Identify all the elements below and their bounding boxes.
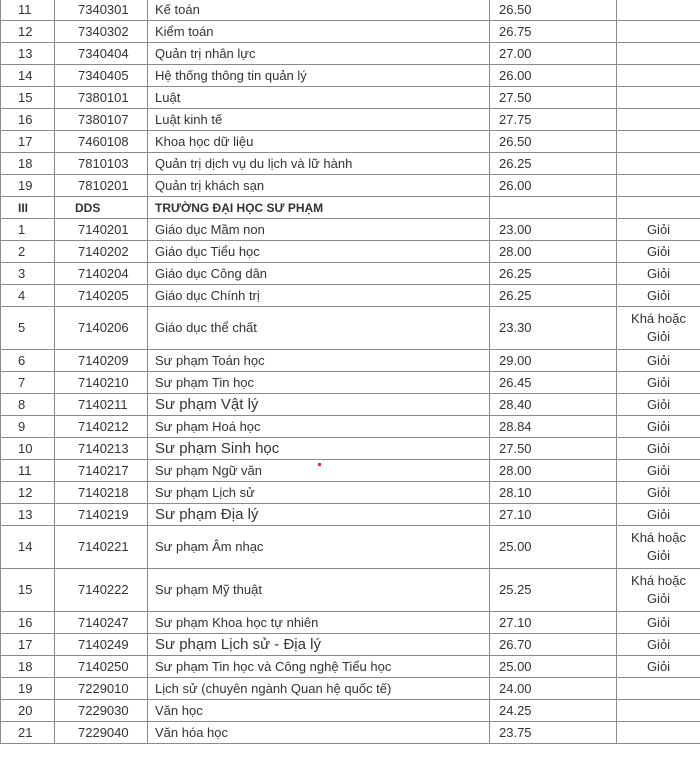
major-code-cell: 7140247 [55,612,148,634]
cutoff-score-cell: 27.10 [490,612,617,634]
academic-record-note-cell: Khá hoặc Giỏi [617,569,700,612]
academic-record-note-cell: Khá hoặc Giỏi [617,526,700,569]
major-name-cell: Văn học [148,700,490,722]
major-name-cell: Sư phạm Tin học và Công nghệ Tiểu học [148,656,490,678]
row-number-cell: 20 [1,700,55,722]
academic-record-note-cell [617,43,700,65]
major-code-cell: 7140250 [55,656,148,678]
cutoff-score-cell: 24.25 [490,700,617,722]
table-row [1,634,700,656]
major-code-cell: 7140209 [55,350,148,372]
cutoff-score-cell: 23.00 [490,219,617,241]
cutoff-score-cell: 23.30 [490,307,617,350]
table-row [1,482,700,504]
major-name-cell: Quản trị nhân lực [148,43,490,65]
row-number-cell: III [1,197,55,219]
cutoff-score-cell: 23.75 [490,722,617,744]
table-row [1,372,700,394]
major-name-cell: Sư phạm Hoá học [148,416,490,438]
cutoff-score-cell: 26.70 [490,634,617,656]
cutoff-score-cell: 26.25 [490,285,617,307]
major-name-cell: Sư phạm Âm nhạc [148,526,490,569]
academic-record-note-cell: Giỏi [617,394,700,416]
academic-record-note-cell [617,175,700,197]
major-name-cell: Quản trị dịch vụ du lịch và lữ hành [148,153,490,175]
academic-record-note-cell [617,131,700,153]
red-dot-mark [318,463,321,466]
academic-record-note-cell [617,700,700,722]
major-code-cell: 7140212 [55,416,148,438]
row-number-cell: 8 [1,394,55,416]
table-row [1,241,700,263]
row-number-cell: 15 [1,569,55,612]
row-number-cell: 18 [1,153,55,175]
academic-record-note-cell [617,65,700,87]
major-code-cell: 7140217 [55,460,148,482]
row-number-cell: 12 [1,482,55,504]
major-code-cell: 7140210 [55,372,148,394]
row-number-cell: 19 [1,678,55,700]
table-row [1,438,700,460]
major-code-cell: 7229030 [55,700,148,722]
major-name-cell: Sư phạm Ngữ văn [148,460,490,482]
table-row [1,263,700,285]
cutoff-score-cell: 26.50 [490,0,617,21]
major-code-cell: 7340302 [55,21,148,43]
row-number-cell: 16 [1,109,55,131]
table-body [1,0,700,744]
academic-record-note-cell [617,21,700,43]
row-number-cell: 13 [1,43,55,65]
table-row [1,65,700,87]
major-code-cell: 7140249 [55,634,148,656]
row-number-cell: 15 [1,87,55,109]
table-row [1,153,700,175]
table-row [1,700,700,722]
row-number-cell: 7 [1,372,55,394]
major-name-cell: Lịch sử (chuyên ngành Quan hệ quốc tế) [148,678,490,700]
major-code-cell: 7229010 [55,678,148,700]
major-name-cell: Luật [148,87,490,109]
cutoff-score-cell: 26.00 [490,65,617,87]
major-code-cell: 7140219 [55,504,148,526]
table-row [1,219,700,241]
academic-record-note-cell [617,109,700,131]
major-name-cell: TRƯỜNG ĐẠI HỌC SƯ PHẠM [148,197,490,219]
table-row [1,43,700,65]
major-name-cell: Hệ thống thông tin quản lý [148,65,490,87]
major-name-cell: Sư phạm Sinh học [148,438,490,460]
table-row [1,678,700,700]
row-number-cell: 17 [1,131,55,153]
academic-record-note-cell: Giỏi [617,656,700,678]
major-code-cell: 7229040 [55,722,148,744]
major-name-cell: Văn hóa học [148,722,490,744]
row-number-cell: 5 [1,307,55,350]
major-name-cell: Giáo dục Tiểu học [148,241,490,263]
row-number-cell: 9 [1,416,55,438]
major-code-cell: 7140204 [55,263,148,285]
academic-record-note-cell: Giỏi [617,241,700,263]
row-number-cell: 2 [1,241,55,263]
academic-record-note-cell [617,197,700,219]
cutoff-score-cell: 28.00 [490,460,617,482]
table-row [1,87,700,109]
cutoff-score-cell: 26.25 [490,263,617,285]
table-row [1,504,700,526]
major-code-cell: 7340404 [55,43,148,65]
cutoff-score-cell: 27.50 [490,438,617,460]
row-number-cell: 3 [1,263,55,285]
cutoff-score-cell: 25.25 [490,569,617,612]
academic-record-note-cell [617,0,700,21]
cutoff-score-cell: 26.25 [490,153,617,175]
academic-record-note-cell: Giỏi [617,612,700,634]
row-number-cell: 16 [1,612,55,634]
academic-record-note-cell: Giỏi [617,416,700,438]
academic-record-note-cell [617,153,700,175]
major-code-cell: 7140213 [55,438,148,460]
major-code-cell: 7380101 [55,87,148,109]
cutoff-score-cell: 25.00 [490,656,617,678]
major-name-cell: Khoa học dữ liệu [148,131,490,153]
row-number-cell: 13 [1,504,55,526]
major-code-cell: 7340301 [55,0,148,21]
academic-record-note-cell: Giỏi [617,372,700,394]
row-number-cell: 10 [1,438,55,460]
table-row [1,460,700,482]
academic-record-note-cell: Giỏi [617,263,700,285]
table-row [1,656,700,678]
table-row [1,131,700,153]
table-row [1,285,700,307]
major-name-cell: Sư phạm Lịch sử - Địa lý [148,634,490,656]
table-row [1,175,700,197]
major-name-cell: Sư phạm Địa lý [148,504,490,526]
table-row [1,526,700,569]
major-name-cell: Sư phạm Toán học [148,350,490,372]
section-header-row [1,197,700,219]
major-code-cell: 7140221 [55,526,148,569]
table-row [1,394,700,416]
table-row [1,612,700,634]
academic-record-note-cell: Giỏi [617,482,700,504]
cutoff-score-cell [490,197,617,219]
major-code-cell: 7140201 [55,219,148,241]
major-code-cell: 7140211 [55,394,148,416]
major-code-cell: 7460108 [55,131,148,153]
major-name-cell: Sư phạm Lịch sử [148,482,490,504]
row-number-cell: 11 [1,0,55,21]
table-row [1,307,700,350]
major-name-cell: Kiểm toán [148,21,490,43]
row-number-cell: 6 [1,350,55,372]
major-code-cell: 7140206 [55,307,148,350]
major-code-cell: 7140218 [55,482,148,504]
row-number-cell: 14 [1,65,55,87]
academic-record-note-cell: Khá hoặc Giỏi [617,307,700,350]
cutoff-score-cell: 27.75 [490,109,617,131]
major-code-cell: DDS [55,197,148,219]
major-code-cell: 7810103 [55,153,148,175]
major-code-cell: 7380107 [55,109,148,131]
major-name-cell: Sư phạm Mỹ thuật [148,569,490,612]
cutoff-score-cell: 27.00 [490,43,617,65]
major-name-cell: Sư phạm Vật lý [148,394,490,416]
cutoff-score-cell: 27.10 [490,504,617,526]
row-number-cell: 1 [1,219,55,241]
academic-record-note-cell: Giỏi [617,634,700,656]
row-number-cell: 21 [1,722,55,744]
table-row [1,722,700,744]
table-row [1,569,700,612]
academic-record-note-cell [617,87,700,109]
cutoff-score-cell: 28.40 [490,394,617,416]
major-code-cell: 7140202 [55,241,148,263]
major-name-cell: Sư phạm Khoa học tự nhiên [148,612,490,634]
academic-record-note-cell: Giỏi [617,219,700,241]
academic-record-note-cell: Giỏi [617,460,700,482]
row-number-cell: 19 [1,175,55,197]
cutoff-score-cell: 25.00 [490,526,617,569]
cutoff-score-cell: 26.50 [490,131,617,153]
major-code-cell: 7140205 [55,285,148,307]
row-number-cell: 12 [1,21,55,43]
major-name-cell: Giáo dục Công dân [148,263,490,285]
cutoff-score-cell: 28.10 [490,482,617,504]
major-name-cell: Quản trị khách sạn [148,175,490,197]
table-row [1,109,700,131]
academic-record-note-cell [617,678,700,700]
major-name-cell: Giáo dục Chính trị [148,285,490,307]
major-name-cell: Giáo dục thể chất [148,307,490,350]
major-name-cell: Sư phạm Tin học [148,372,490,394]
table-row [1,0,700,21]
cutoff-score-cell: 27.50 [490,87,617,109]
major-code-cell: 7140222 [55,569,148,612]
major-code-cell: 7340405 [55,65,148,87]
academic-record-note-cell: Giỏi [617,350,700,372]
table-row [1,416,700,438]
cutoff-score-cell: 29.00 [490,350,617,372]
cutoff-score-cell: 26.00 [490,175,617,197]
table-row [1,350,700,372]
cutoff-score-cell: 26.45 [490,372,617,394]
academic-record-note-cell: Giỏi [617,504,700,526]
major-name-cell: Luật kinh tế [148,109,490,131]
academic-record-note-cell: Giỏi [617,285,700,307]
row-number-cell: 17 [1,634,55,656]
academic-record-note-cell [617,722,700,744]
cutoff-score-cell: 24.00 [490,678,617,700]
row-number-cell: 14 [1,526,55,569]
cutoff-score-cell: 26.75 [490,21,617,43]
cutoff-score-cell: 28.84 [490,416,617,438]
major-name-cell: Kế toán [148,0,490,21]
row-number-cell: 11 [1,460,55,482]
major-name-cell: Giáo dục Mầm non [148,219,490,241]
major-code-cell: 7810201 [55,175,148,197]
cutoff-score-cell: 28.00 [490,241,617,263]
academic-record-note-cell: Giỏi [617,438,700,460]
row-number-cell: 18 [1,656,55,678]
row-number-cell: 4 [1,285,55,307]
table-row [1,21,700,43]
